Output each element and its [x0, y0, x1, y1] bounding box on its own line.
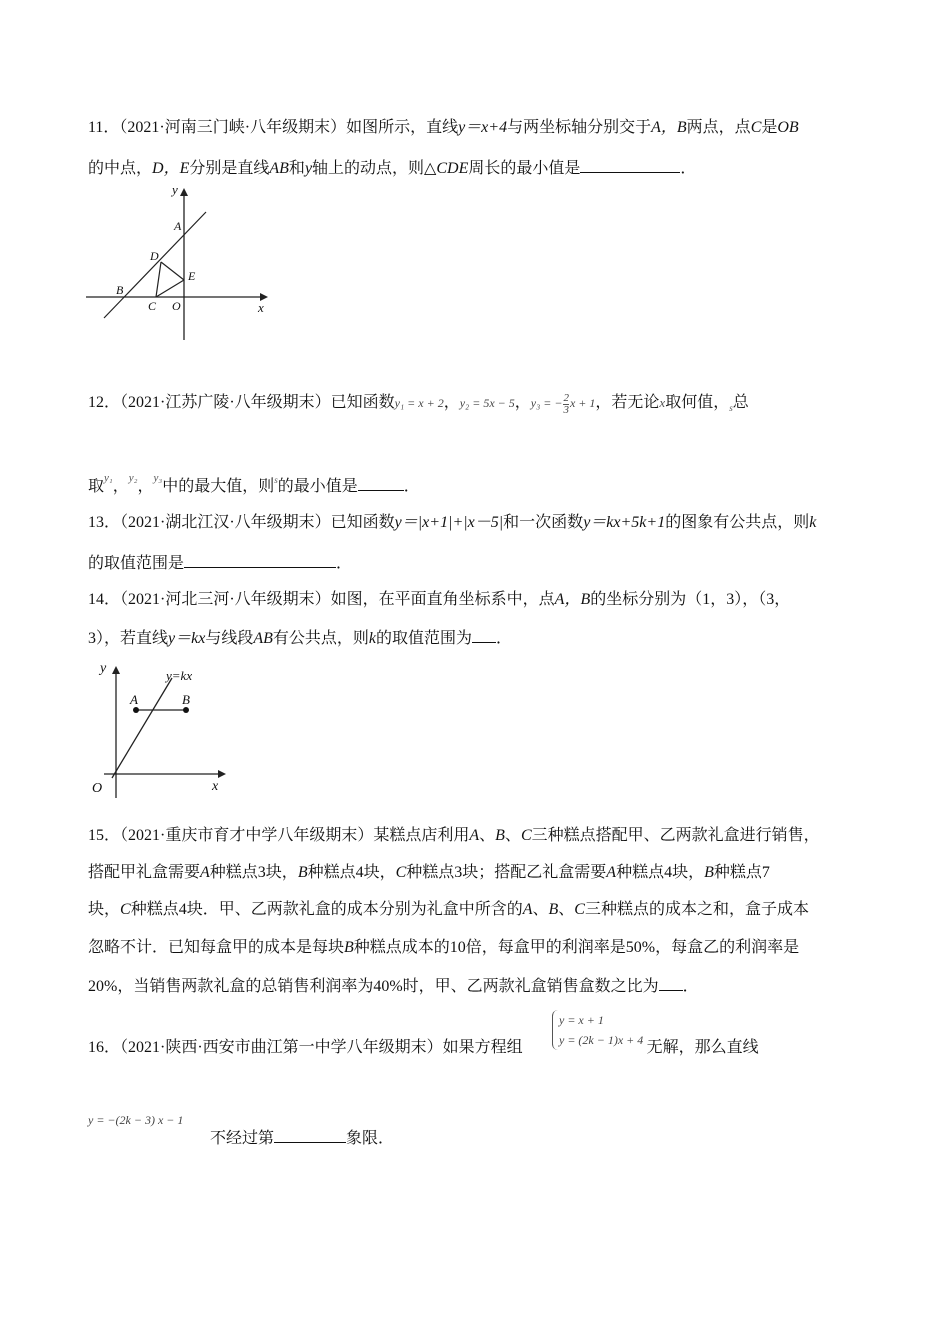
q16-expr-line [88, 1110, 183, 1130]
q11-figure [86, 182, 276, 342]
q15-line5: 20%，当销售两款礼盒的总销售利润率为40%时，甲、乙两款礼盒销售盒数之比为 ． [88, 978, 699, 995]
q16-line1: 16．（2021·陕西·西安市曲江第一中学八年级期末）如果方程组 无解，那么直线 [88, 1039, 759, 1056]
q16-line-expr: y = −(2k − 3) x − 1 [88, 1113, 184, 1127]
q11-segment-cd [156, 262, 161, 297]
q15-answer-blank[interactable] [659, 976, 683, 991]
q14-x-arrow [218, 770, 226, 778]
q11-label-x: x [258, 300, 264, 315]
q16-answer-blank[interactable] [274, 1128, 346, 1143]
q15-line2: 搭配甲礼盒需要A种糕点3块，B种糕点4块，C种糕点3块；搭配乙礼盒需要A种糕点4块，B种糕点7 [88, 864, 770, 881]
q14-answer-blank[interactable] [472, 628, 496, 643]
q16-equation-system [552, 1010, 643, 1050]
q11-y-arrow [180, 188, 188, 196]
q12-line1: 12．（2021·江苏广陵·八年级期末）已知函数y₁ = x + 2，y₂ = 5x − 5，y₃ = − $\frac{2}{3}$ x + 1，若无论x取何值，$_s$总 [88, 391, 749, 416]
q13-answer-blank[interactable] [184, 553, 336, 568]
q14-label-kx: y=kx [166, 668, 193, 683]
q13-line1: 13．（2021·湖北江汉·八年级期末）已知函数y＝|x+1|+|x－5|和一次函数y＝kx+5k+1的图象有公共点，则k [88, 514, 817, 531]
q11-label-b: B [116, 283, 124, 297]
q11-segment-de [161, 262, 184, 280]
q11-segment-ce [156, 280, 184, 297]
q14-line-kx [112, 678, 172, 778]
q15-line4: 忽略不计．已知每盒甲的成本是每块B种糕点成本的10倍，每盒甲的利润率是50%，每盒乙的利润率是 [88, 939, 800, 956]
q16-line2: 不经过第 象限． [210, 1130, 395, 1147]
q11-label-a: A [174, 219, 182, 233]
q16-equation-1: y = x + 1 [559, 1013, 604, 1027]
q11-answer-blank[interactable] [580, 158, 680, 173]
q11-label-e: E [188, 269, 196, 283]
q14-label-o: O [92, 781, 103, 796]
q12-function-3: y₃ = − $\frac{2}{3}$ x + 1 [530, 391, 596, 416]
q14-y-arrow [112, 666, 120, 674]
q11-label-y: y [172, 182, 178, 197]
q15-line3: 块，C种糕点4块．甲、乙两款礼盒的成本分别为礼盒中所含的A、B、C三种糕点的成本之和，盒子成本 [88, 901, 809, 918]
q14-figure [88, 656, 248, 801]
q14-label-b: B [182, 692, 190, 707]
q14-line1: 14．（2021·河北三河·八年级期末）如图，在平面直角坐标系中，点A，B的坐标分别为（1，3），（3， [88, 591, 791, 608]
q14-label-x: x [212, 779, 219, 794]
q14-point-a [133, 707, 139, 713]
q11-line1: 11．（2021·河南三门峡·八年级期末）如图所示，直线y＝x+4与两坐标轴分别交于A，B两点，点C是OB [88, 119, 799, 136]
q14-point-b [183, 707, 189, 713]
q12-function-1: y₁ = x + 2 [394, 396, 444, 410]
q14-label-a: A [130, 692, 138, 707]
q12-fraction: $\frac{2}{3}$ [563, 391, 569, 416]
q14-line2: 3），若直线y＝kx与线段AB有公共点，则k的取值范围为 ． [88, 630, 513, 647]
q12-line2: 取$^{y_1}$，$^{y_2}$，$^{y_3}$中的最大值，则$^s$的最小值是 ． [88, 472, 420, 495]
q11-line2: 的中点，D，E分别是直线AB和y轴上的动点，则△CDE周长的最小值是 ． [88, 160, 697, 177]
q14-label-y: y [100, 661, 107, 676]
q11-label-d: D [150, 249, 159, 263]
q16-equation-2: y = (2k − 1)x + 4 [559, 1033, 644, 1047]
q12-answer-blank[interactable] [358, 476, 404, 491]
q15-line1: 15．（2021·重庆市育才中学八年级期末）某糕点店利用A、B、C三种糕点搭配甲、乙两款礼盒进行销售， [88, 827, 820, 844]
q13-line2: 的取值范围是 ． [88, 555, 353, 572]
q11-expr: y＝x+4 [458, 119, 508, 136]
q11-label-c: C [148, 299, 157, 313]
q11-label-o: O [172, 299, 181, 313]
q12-function-2: y₂ = 5x − 5 [459, 396, 515, 410]
